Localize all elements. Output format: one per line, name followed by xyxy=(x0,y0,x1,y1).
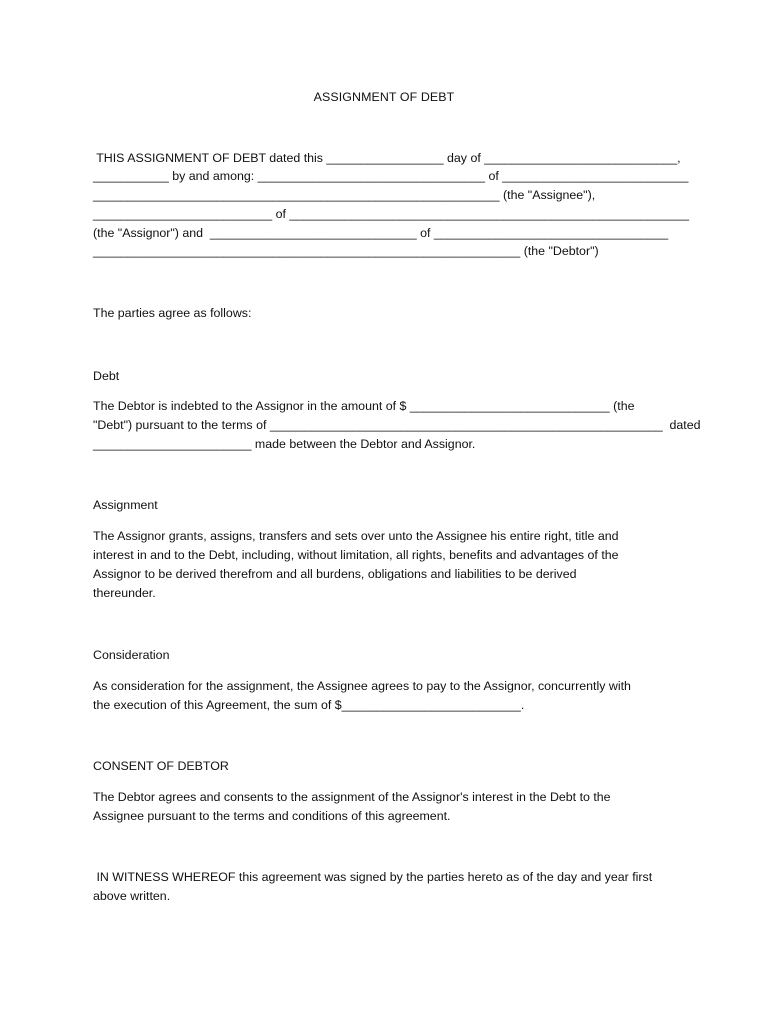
document-title: ASSIGNMENT OF DEBT xyxy=(313,90,455,104)
consent-line: Assignee pursuant to the terms and conditions of this agreement. xyxy=(93,809,451,823)
assignment-line: thereunder. xyxy=(93,586,156,600)
preamble-line: THIS ASSIGNMENT OF DEBT dated this _________________ day of ____________________________, xyxy=(93,151,681,165)
section-heading-consideration: Consideration xyxy=(93,648,170,662)
consideration-line: As consideration for the assignment, the Assignee agrees to pay to the Assignor, concurrently with xyxy=(93,679,631,693)
debt-line: _______________________ made between the Debtor and Assignor. xyxy=(93,437,476,451)
consideration-line: the execution of this Agreement, the sum of $__________________________. xyxy=(93,698,525,712)
witness-line: IN WITNESS WHEREOF this agreement was signed by the parties hereto as of the day and year first xyxy=(93,870,653,884)
preamble-line: (the "Assignor") and ______________________________ of __________________________________ xyxy=(93,226,669,240)
debt-line: The Debtor is indebted to the Assignor in the amount of $ _____________________________ (the xyxy=(93,399,635,413)
preamble-line: __________________________ of __________________________________________________________ xyxy=(93,207,690,221)
debt-line: "Debt") pursuant to the terms of _________________________________________________________ dated xyxy=(93,418,701,432)
agree-statement: The parties agree as follows: xyxy=(93,306,252,320)
preamble-line: ______________________________________________________________ (the "Debtor") xyxy=(93,244,599,258)
consent-line: The Debtor agrees and consents to the assignment of the Assignor's interest in the Debt to the xyxy=(93,790,611,804)
assignment-line: Assignor to be derived therefrom and all burdens, obligations and liabilities to be derived xyxy=(93,567,577,581)
assignment-line: The Assignor grants, assigns, transfers and sets over unto the Assignee his entire right, title and xyxy=(93,529,619,543)
preamble-line: ___________ by and among: _________________________________ of ___________________________ xyxy=(93,169,689,183)
witness-line: above written. xyxy=(93,889,171,903)
section-heading-debt: Debt xyxy=(93,369,120,383)
preamble-line: ___________________________________________________________ (the "Assignee"), xyxy=(93,188,596,202)
section-heading-consent: CONSENT OF DEBTOR xyxy=(93,759,229,773)
section-heading-assignment: Assignment xyxy=(93,498,158,512)
assignment-line: interest in and to the Debt, including, without limitation, all rights, benefits and advantages of the xyxy=(93,548,619,562)
